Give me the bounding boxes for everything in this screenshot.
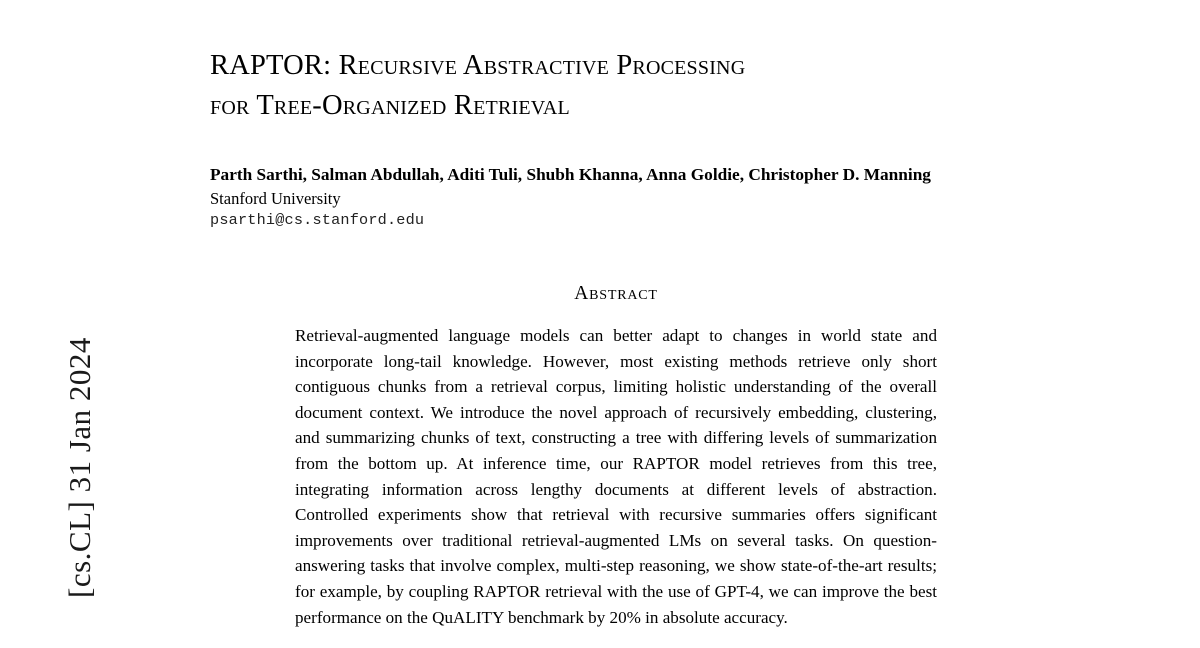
page-title-line-2: for Tree-Organized Retrieval: [210, 90, 570, 121]
arxiv-stamp: [0, 0, 96, 648]
author-list: Parth Sarthi, Salman Abdullah, Aditi Tuli, Shubh Khanna, Anna Goldie, Christopher D. Manning: [210, 165, 931, 184]
contact-email: psarthi@cs.stanford.edu: [210, 211, 425, 229]
abstract-paragraph: Retrieval-augmented language models can better adapt to changes in world state and incorporate long-tail knowledge. However, most existing methods retrieve only short contiguous chunks from a retrieval corpus, limiting holistic understanding of the overall document context. We introduce the novel approach of recursively embedding, clustering, and summarizing chunks of text, constructing a tree with differing levels of summarization from the bottom up. At inference time, our RAPTOR model retrieves from this tree, integrating information across lengthy documents at different levels of abstraction. Controlled experiments show that retrieval with recursive summaries offers significant improvements over traditional retrieval-augmented LMs on several tasks. On question-answering tasks that involve complex, multi-step reasoning, we show state-of-the-art results; for example, by coupling RAPTOR retrieval with the use of GPT-4, we can improve the best performance on the QuALITY benchmark by 20% in absolute accuracy.: [295, 326, 937, 627]
abstract-body: [295, 323, 937, 630]
page-title: [210, 46, 1022, 126]
paper-column: [210, 0, 1022, 648]
page-title-line-1: RAPTOR: Recursive Abstractive Processing: [210, 50, 746, 81]
affiliation: Stanford University: [210, 189, 341, 208]
abstract-heading: Abstract: [574, 283, 658, 304]
arxiv-stamp-text: [cs.CL] 31 Jan 2024: [62, 337, 97, 598]
